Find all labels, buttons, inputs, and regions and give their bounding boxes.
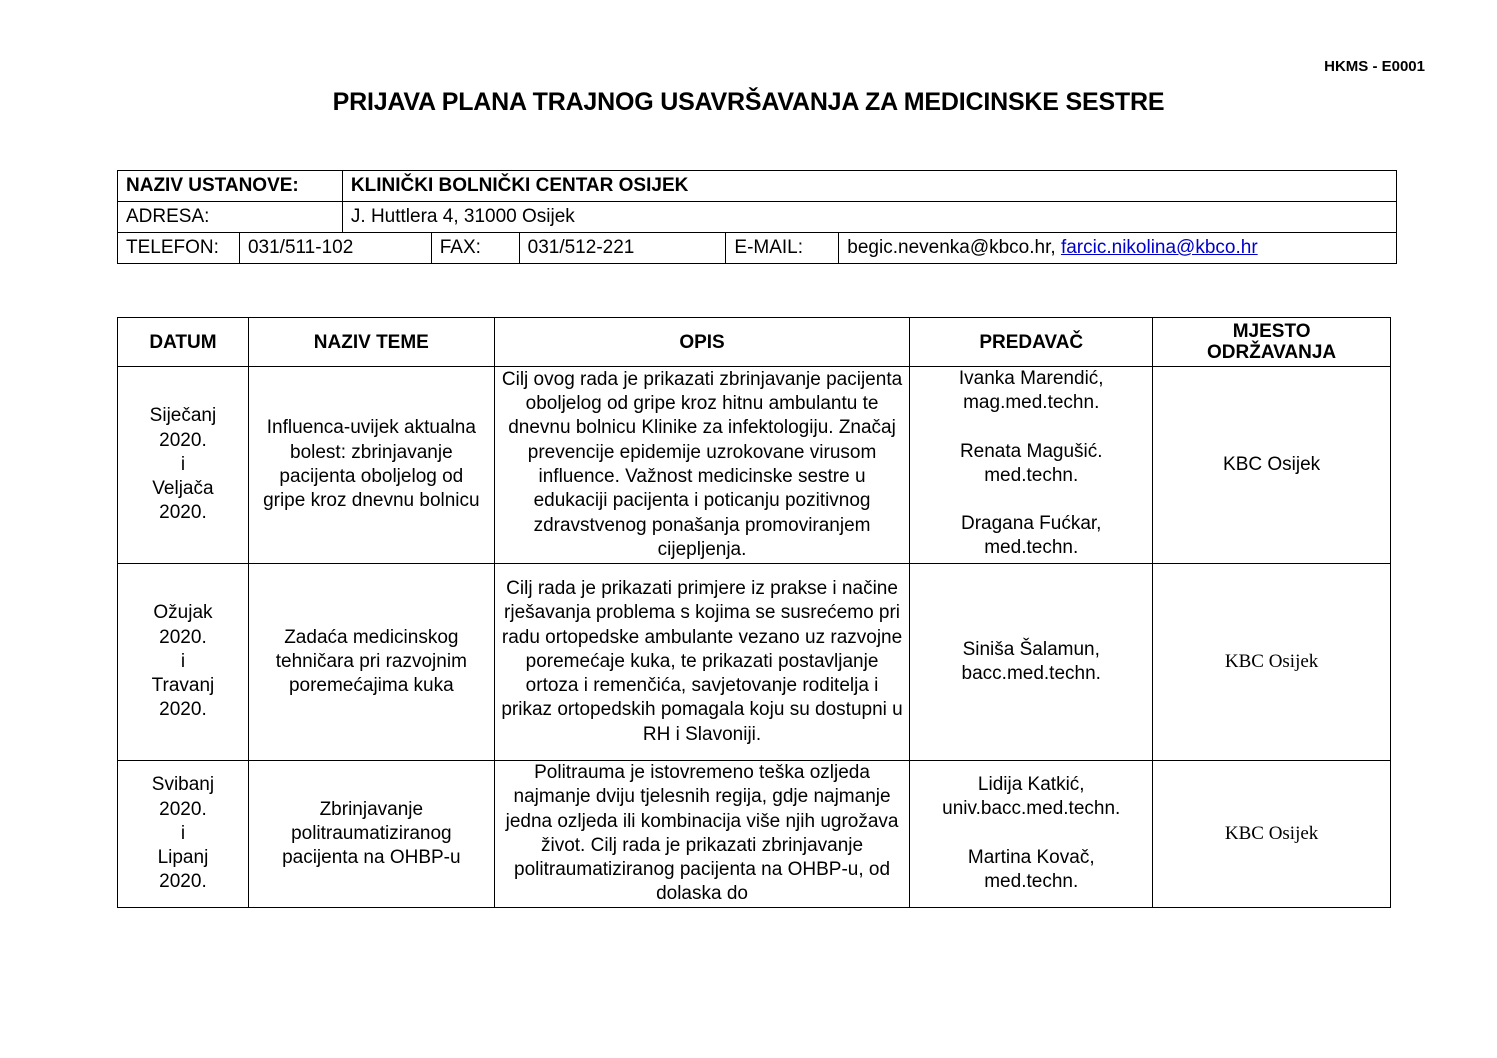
address-value: J. Huttlera 4, 31000 Osijek [342, 202, 1396, 233]
date-line: 2020. [159, 798, 207, 820]
date-line: 2020. [159, 871, 207, 893]
email-text-1: begic.nevenka@kbco.hr [847, 237, 1051, 258]
lecturer-name: Ivanka Marendić, [958, 368, 1104, 389]
plan-row [118, 564, 1391, 761]
description-cell [494, 761, 910, 908]
institution-table [117, 170, 1397, 264]
lecturer-title: bacc.med.techn. [961, 663, 1101, 684]
document-code: HKMS - E0001 [1324, 58, 1425, 75]
lecturer-title: med.techn. [984, 870, 1079, 892]
plan-row [118, 367, 1391, 564]
lecturer-title: med.techn. [984, 464, 1079, 486]
date-cell [118, 761, 249, 908]
column-header-topic: NAZIV TEME [248, 318, 494, 367]
date-line: Veljača [152, 478, 214, 500]
lecturer-name: Dragana Fućkar, [961, 513, 1102, 535]
date-line: Travanj [151, 675, 215, 697]
lecturer-title: univ.bacc.med.techn. [942, 798, 1121, 820]
date-line: Siječanj [149, 405, 217, 427]
phone-value: 031/511-102 [239, 233, 431, 264]
plan-table [117, 317, 1391, 908]
date-line: 2020. [159, 699, 207, 721]
lecturer-cell [910, 761, 1153, 908]
date-line: 2020. [159, 502, 207, 524]
institution-name-value: KLINIČKI BOLNIČKI CENTAR OSIJEK [342, 171, 1396, 202]
description-cell: Cilj rada je prikazati primjere iz prakse i načine rješavanja problema s kojima se susrećemo pri radu ortopedske ambulante vezano uz razvojne poremećaje kuka, te prikazati postavljanje ortoza i remenčića, savjetovanje roditelja i prikaz ortopedskih pomagala koju su dostupni u RH i Slavoniji. [494, 564, 910, 761]
date-cell [118, 367, 249, 564]
plan-header-row [118, 318, 1391, 367]
lecturer-name: Siniša Šalamun, [962, 638, 1100, 660]
fax-label: FAX: [431, 233, 519, 264]
email-label: E-MAIL: [726, 233, 839, 264]
description-text: Politrauma je istovremeno teška ozljeda najmanje dviju tjelesnih regija, gdje najmanje jedna ozljeda ili kombinacija više njih ugrožava život. Cilj rada je prikazati zbrinjavanje politraumatiziranog pacijenta na OHBP-u, od dolaska do [505, 762, 899, 905]
institution-name-row [118, 171, 1397, 202]
place-cell: KBC Osijek [1153, 761, 1391, 908]
date-cell [118, 564, 249, 761]
date-line: Lipanj [157, 847, 209, 869]
column-header-lecturer: PREDAVAČ [910, 318, 1153, 367]
institution-address-row [118, 202, 1397, 233]
date-line: i [180, 822, 186, 844]
date-line: Svibanj [151, 774, 215, 796]
description-cell: Cilj ovog rada je prikazati zbrinjavanje pacijenta oboljelog od gripe kroz hitnu ambulantu te dnevnu bolnicu Klinike za infektologiju. Značaj prevencije epidemije uzrokovane virusom influence. Važnost medicinske sestre u edukaciji pacijenta i poticanju pozitivnog zdravstvenog ponašanja promoviranjem cijepljenja. [494, 367, 910, 564]
date-line: 2020. [159, 626, 207, 648]
address-label: ADRESA: [118, 202, 343, 233]
place-cell: KBC Osijek [1153, 564, 1391, 761]
email-value [839, 233, 1397, 264]
lecturer-name: Lidija Katkić, [977, 774, 1085, 795]
place-cell: KBC Osijek [1153, 367, 1391, 564]
email-separator: , [1050, 237, 1061, 258]
email-link[interactable]: farcic.nikolina@kbco.hr [1060, 237, 1258, 258]
fax-value: 031/512-221 [519, 233, 726, 264]
lecturer-title: mag.med.techn. [963, 392, 1100, 414]
column-header-place-text: MJESTO ODRŽAVANJA [1207, 321, 1337, 363]
column-header-date: DATUM [118, 318, 249, 367]
institution-name-label: NAZIV USTANOVE: [118, 171, 343, 202]
institution-contact-row [118, 233, 1397, 264]
lecturer-cell [910, 564, 1153, 761]
date-line: 2020. [159, 429, 207, 451]
date-line: i [180, 453, 186, 475]
lecturer-name: Renata Magušić. [959, 440, 1103, 462]
lecturer-title: med.techn. [984, 537, 1079, 559]
lecturer-cell [910, 367, 1153, 564]
phone-label: TELEFON: [118, 233, 240, 264]
column-header-place [1153, 318, 1391, 367]
lecturer-name: Martina Kovač, [967, 846, 1095, 868]
column-header-description: OPIS [494, 318, 910, 367]
date-line: Ožujak [153, 602, 213, 624]
date-line: i [180, 650, 186, 672]
topic-cell: Influenca-uvijek aktualna bolest: zbrinjavanje pacijenta oboljelog od gripe kroz dnevnu bolnicu [248, 367, 494, 564]
topic-cell: Zadaća medicinskog tehničara pri razvojnim poremećajima kuka [248, 564, 494, 761]
topic-cell: Zbrinjavanje politraumatiziranog pacijenta na OHBP-u [248, 761, 494, 908]
document-title: PRIJAVA PLANA TRAJNOG USAVRŠAVANJA ZA MEDICINSKE SESTRE [332, 88, 1165, 116]
plan-row [118, 761, 1391, 908]
